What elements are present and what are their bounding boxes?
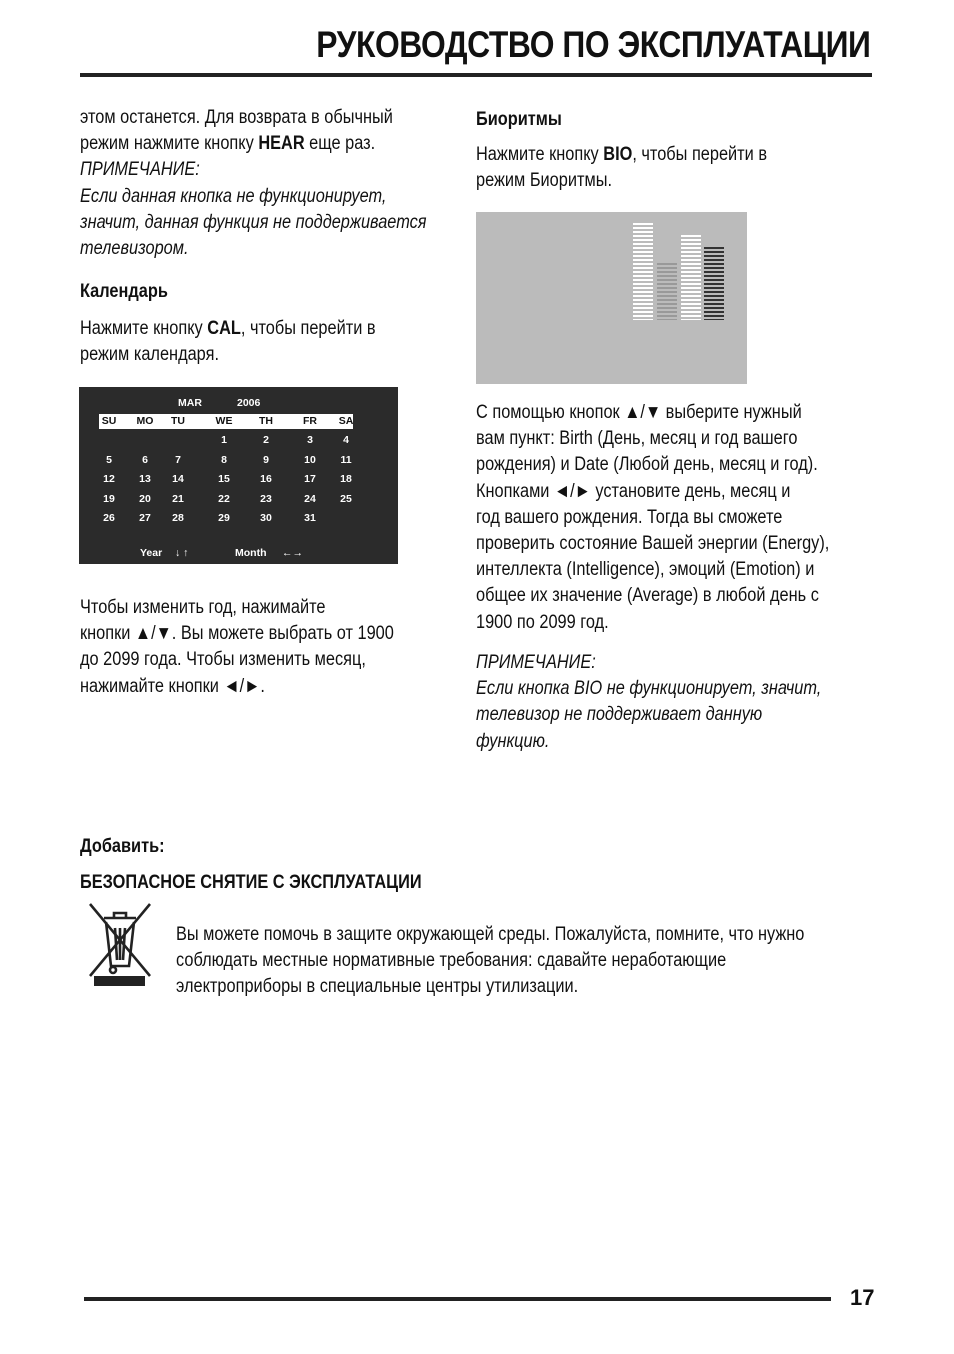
calendar-instructions: [80, 595, 394, 700]
calendar-day: 13: [139, 473, 151, 485]
safe-disposal-heading: БЕЗОПАСНОЕ СНЯТИЕ С ЭКСПЛУАТАЦИИ: [80, 872, 422, 893]
calendar-day: 15: [218, 473, 230, 485]
biorhythm-line: С помощью кнопок ▲/▼ выберите нужный: [476, 402, 802, 423]
calendar-day: 4: [343, 434, 349, 446]
biorhythm-instructions: [476, 400, 829, 636]
intro-text: [80, 105, 427, 262]
calendar-day: 28: [172, 512, 184, 524]
weekday-label: WE: [215, 415, 233, 427]
biorhythm-line: рождения) и Date (Любой день, месяц и год).: [476, 454, 818, 476]
calendar-day: 29: [218, 512, 230, 524]
weekday-label: MO: [136, 415, 154, 427]
recycle-text: [176, 922, 804, 1001]
recycle-line: электроприборы в специальные центры утилизации.: [176, 976, 579, 998]
calendar-day: 21: [172, 492, 184, 505]
biorhythm-bar: [704, 247, 724, 320]
calendar-day: 22: [218, 492, 230, 505]
header-divider: [80, 73, 872, 77]
note-line: телевизором.: [80, 238, 189, 260]
calendar-day: 25: [340, 492, 352, 505]
biorhythm-bar: [633, 223, 653, 320]
biorhythm-screen: [476, 212, 747, 384]
calendar-day: 11: [340, 453, 352, 466]
calendar-intro-pre: Нажмите кнопку: [80, 318, 208, 339]
add-heading: Добавить:: [80, 836, 165, 857]
calendar-intro-post: , чтобы перейти в: [240, 318, 376, 339]
biorhythm-line: общее их значение (Average) в любой день с: [476, 585, 819, 607]
calendar-screen: [79, 387, 398, 564]
calendar-footer-month: Month: [235, 547, 267, 559]
biorhythm-intro: [476, 142, 767, 194]
weee-crossed-bin-icon: [86, 900, 154, 990]
biorhythm-line: 1900 по 2099 год.: [476, 611, 609, 633]
intro-line-2-pre: режим нажмите кнопку: [80, 133, 259, 155]
intro-line-2-post: еще раз.: [304, 133, 376, 155]
calendar-day: 23: [260, 492, 272, 505]
biorhythm-line: год вашего рождения. Тогда вы сможете: [476, 506, 783, 528]
calendar-day: 7: [175, 453, 181, 466]
calendar-instruction-line: нажимайте кнопки ◄/►.: [80, 675, 265, 697]
weekday-label: FR: [303, 415, 317, 427]
calendar-day: 1: [221, 434, 227, 446]
calendar-day: 20: [139, 492, 151, 505]
note-line: значит, данная функция не поддерживается: [80, 211, 427, 233]
biorhythm-line: Кнопками ◄/► установите день, месяц и: [476, 480, 791, 502]
year-arrows-icon: ↓ ↑: [175, 547, 189, 559]
biorhythm-intro-post: , чтобы перейти в: [632, 144, 768, 165]
calendar-day: 31: [304, 512, 316, 524]
cal-key-label: CAL: [207, 318, 241, 339]
biorhythm-heading: Биоритмы: [476, 109, 562, 130]
calendar-day: 18: [340, 473, 352, 485]
recycle-line: соблюдать местные нормативные требования: сдавайте неработающие: [176, 950, 727, 972]
biorhythm-bar: [657, 263, 677, 320]
biorhythm-intro-pre: Нажмите кнопку: [476, 144, 604, 165]
recycle-line: Вы можете помочь в защите окружающей среды. Пожалуйста, помните, что нужно: [176, 924, 805, 945]
footer-divider: [84, 1297, 831, 1301]
calendar-intro: [80, 316, 376, 368]
calendar-instruction-line: Чтобы изменить год, нажимайте: [80, 597, 326, 618]
biorhythm-line: вам пункт: Birth (День, месяц и год вашего: [476, 428, 798, 450]
calendar-day: 16: [260, 473, 272, 485]
calendar-day: 8: [221, 453, 227, 466]
note-label-left: ПРИМЕЧАНИЕ:: [80, 159, 200, 181]
note-line: Если кнопка BIO не функционирует, значит,: [476, 678, 822, 700]
biorhythm-line: проверить состояние Вашей энергии (Energy),: [476, 533, 830, 555]
biorhythm-intro-line-2: режим Биоритмы.: [476, 170, 612, 192]
intro-line-1: этом останется. Для возврата в обычный: [80, 107, 393, 128]
calendar-year: 2006: [237, 397, 261, 409]
calendar-day: 9: [263, 453, 269, 466]
intro-line-2: [80, 131, 427, 157]
month-arrows-icon: ←→: [282, 547, 303, 559]
note-line: телевизор не поддерживает данную: [476, 704, 763, 726]
page-number: 17: [850, 1285, 875, 1310]
calendar-day: 30: [260, 512, 272, 524]
hear-key-label: HEAR: [258, 133, 305, 155]
calendar-day: 14: [172, 473, 184, 485]
calendar-day: 12: [103, 473, 115, 485]
calendar-day: 27: [139, 512, 151, 524]
biorhythm-note: [476, 650, 821, 755]
weekday-label: TH: [259, 415, 273, 427]
note-line: Если данная кнопка не функционирует,: [80, 185, 387, 207]
calendar-day: 19: [103, 492, 115, 505]
calendar-intro-line-1: [80, 316, 376, 342]
calendar-day: 2: [263, 434, 269, 446]
calendar-instruction-line: до 2099 года. Чтобы изменить месяц,: [80, 649, 366, 671]
calendar-day: 3: [307, 434, 313, 446]
page-title: РУКОВОДСТВО ПО ЭКСПЛУАТАЦИИ: [315, 24, 870, 65]
calendar-heading: Календарь: [80, 281, 168, 302]
calendar-day: 10: [304, 453, 316, 466]
calendar-day: 17: [304, 473, 316, 485]
weekday-label: TU: [171, 415, 185, 427]
calendar-day: 26: [103, 512, 115, 524]
bio-key-label: BIO: [603, 144, 633, 165]
weekday-label: SA: [338, 415, 354, 427]
calendar-intro-line-2: режим календаря.: [80, 344, 219, 366]
calendar-instruction-line: кнопки ▲/▼. Вы можете выбрать от 1900: [80, 623, 394, 645]
biorhythm-intro-line-1: [476, 142, 767, 168]
calendar-month: MAR: [178, 397, 202, 409]
calendar-day: 24: [304, 492, 316, 505]
calendar-footer-year: Year: [140, 547, 163, 559]
calendar-day: 5: [106, 453, 112, 466]
biorhythm-bar: [681, 235, 701, 320]
calendar-day: 6: [142, 453, 148, 466]
weekday-label: SU: [101, 415, 117, 427]
note-label-right: ПРИМЕЧАНИЕ:: [476, 652, 596, 673]
biorhythm-line: интеллекта (Intelligence), эмоций (Emotion) и: [476, 559, 815, 581]
note-line: функцию.: [476, 730, 550, 752]
